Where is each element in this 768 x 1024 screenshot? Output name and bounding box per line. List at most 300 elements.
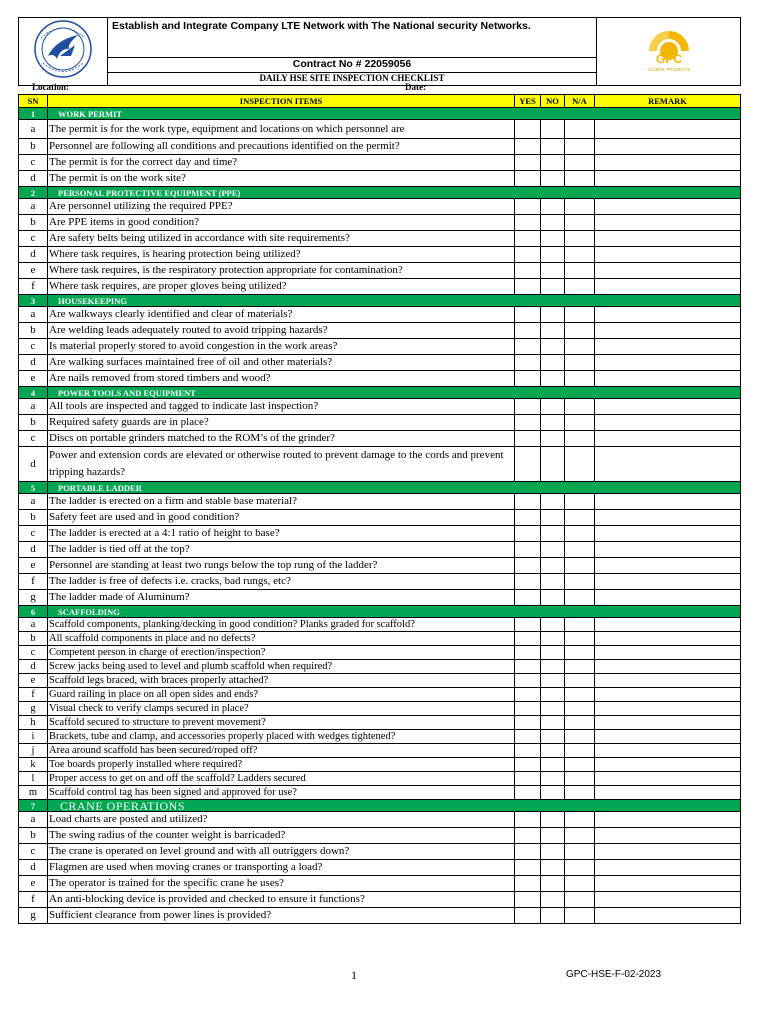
remark-cell[interactable] (595, 674, 741, 688)
item-letter: h (19, 716, 48, 730)
item-letter: d (19, 171, 48, 187)
table-row (19, 355, 741, 371)
remark-cell[interactable] (595, 744, 741, 758)
remark-cell[interactable] (595, 646, 741, 660)
no-cell[interactable] (541, 574, 565, 590)
yes-cell[interactable] (515, 688, 541, 702)
na-cell[interactable] (565, 431, 595, 447)
yes-cell[interactable] (515, 139, 541, 155)
yes-cell[interactable] (515, 908, 541, 924)
section-number: 4 (19, 387, 48, 399)
yes-cell[interactable] (515, 120, 541, 139)
yes-cell[interactable] (515, 231, 541, 247)
inspection-item-text: Scaffold secured to structure to prevent movement? (48, 716, 515, 730)
na-cell[interactable] (565, 574, 595, 590)
yes-cell[interactable] (515, 399, 541, 415)
inspection-item-text: All tools are inspected and tagged to indicate last inspection? (48, 399, 515, 415)
item-letter: c (19, 646, 48, 660)
section-title: SCAFFOLDING (48, 606, 741, 618)
table-row (19, 155, 741, 171)
section-number: 3 (19, 295, 48, 307)
yes-cell[interactable] (515, 263, 541, 279)
item-letter: c (19, 155, 48, 171)
no-cell[interactable] (541, 674, 565, 688)
remark-cell[interactable] (595, 632, 741, 646)
na-cell[interactable] (565, 844, 595, 860)
na-cell[interactable] (565, 355, 595, 371)
remark-cell[interactable] (595, 812, 741, 828)
section-number: 5 (19, 482, 48, 494)
table-row (19, 892, 741, 908)
remark-cell[interactable] (595, 716, 741, 730)
inspection-item-text: The ladder is erected on a firm and stable base material? (48, 494, 515, 510)
remark-cell[interactable] (595, 171, 741, 187)
inspection-item-text: Discs on portable grinders matched to the ROM’s of the grinder? (48, 431, 515, 447)
table-row (19, 171, 741, 187)
section-row (19, 108, 741, 120)
col-remark: REMARK (595, 95, 741, 108)
section-number: 2 (19, 187, 48, 199)
inspection-item-text: Visual check to verify clamps secured in place? (48, 702, 515, 716)
item-letter: b (19, 510, 48, 526)
item-letter: i (19, 730, 48, 744)
section-number: 1 (19, 108, 48, 120)
section-row (19, 800, 741, 812)
yes-cell[interactable] (515, 828, 541, 844)
no-cell[interactable] (541, 526, 565, 542)
no-cell[interactable] (541, 307, 565, 323)
yes-cell[interactable] (515, 590, 541, 606)
inspection-item-text: The swing radius of the counter weight is barricaded? (48, 828, 515, 844)
inspection-item-text: The permit is on the work site? (48, 171, 515, 187)
item-letter: c (19, 431, 48, 447)
inspection-item-text: Are PPE items in good condition? (48, 215, 515, 231)
inspection-item-text: Scaffold components, planking/decking in good condition? Planks graded for scaffold? (48, 618, 515, 632)
no-cell[interactable] (541, 730, 565, 744)
na-cell[interactable] (565, 632, 595, 646)
remark-cell[interactable] (595, 339, 741, 355)
na-cell[interactable] (565, 199, 595, 215)
yes-cell[interactable] (515, 494, 541, 510)
yes-cell[interactable] (515, 558, 541, 574)
na-cell[interactable] (565, 371, 595, 387)
inspection-item-text: Guard railing in place on all open sides and ends? (48, 688, 515, 702)
no-cell[interactable] (541, 355, 565, 371)
no-cell[interactable] (541, 231, 565, 247)
svg-text:GPC: GPC (655, 52, 682, 66)
no-cell[interactable] (541, 339, 565, 355)
table-row (19, 660, 741, 674)
remark-cell[interactable] (595, 688, 741, 702)
item-letter: f (19, 574, 48, 590)
no-cell[interactable] (541, 892, 565, 908)
table-row (19, 828, 741, 844)
na-cell[interactable] (565, 231, 595, 247)
yes-cell[interactable] (515, 730, 541, 744)
inspection-item-text: Are nails removed from stored timbers and wood? (48, 371, 515, 387)
inspection-item-text: The ladder made of Aluminum? (48, 590, 515, 606)
no-cell[interactable] (541, 702, 565, 716)
item-letter: a (19, 120, 48, 139)
no-cell[interactable] (541, 812, 565, 828)
yes-cell[interactable] (515, 758, 541, 772)
item-letter: c (19, 231, 48, 247)
table-row (19, 542, 741, 558)
no-cell[interactable] (541, 431, 565, 447)
na-cell[interactable] (565, 828, 595, 844)
remark-cell[interactable] (595, 526, 741, 542)
no-cell[interactable] (541, 558, 565, 574)
table-row (19, 431, 741, 447)
yes-cell[interactable] (515, 632, 541, 646)
na-cell[interactable] (565, 730, 595, 744)
yes-cell[interactable] (515, 618, 541, 632)
document-code: GPC-HSE-F-02-2023 (566, 969, 662, 980)
no-cell[interactable] (541, 510, 565, 526)
remark-cell[interactable] (595, 279, 741, 295)
remark-cell[interactable] (595, 415, 741, 431)
table-row (19, 674, 741, 688)
yes-cell[interactable] (515, 171, 541, 187)
remark-cell[interactable] (595, 447, 741, 482)
item-letter: c (19, 339, 48, 355)
no-cell[interactable] (541, 279, 565, 295)
table-row (19, 844, 741, 860)
na-cell[interactable] (565, 660, 595, 674)
inspection-item-text: Where task requires, is the respiratory protection appropriate for contamination? (48, 263, 515, 279)
item-letter: g (19, 590, 48, 606)
no-cell[interactable] (541, 716, 565, 730)
na-cell[interactable] (565, 758, 595, 772)
remark-cell[interactable] (595, 155, 741, 171)
table-row (19, 702, 741, 716)
remark-cell[interactable] (595, 772, 741, 786)
no-cell[interactable] (541, 844, 565, 860)
table-row (19, 590, 741, 606)
yes-cell[interactable] (515, 307, 541, 323)
na-cell[interactable] (565, 247, 595, 263)
no-cell[interactable] (541, 786, 565, 800)
no-cell[interactable] (541, 618, 565, 632)
na-cell[interactable] (565, 542, 595, 558)
section-title: CRANE OPERATIONS (48, 800, 741, 812)
item-letter: l (19, 772, 48, 786)
remark-cell[interactable] (595, 510, 741, 526)
na-cell[interactable] (565, 139, 595, 155)
yes-cell[interactable] (515, 526, 541, 542)
section-row (19, 606, 741, 618)
remark-cell[interactable] (595, 758, 741, 772)
na-cell[interactable] (565, 786, 595, 800)
yes-cell[interactable] (515, 355, 541, 371)
na-cell[interactable] (565, 155, 595, 171)
na-cell[interactable] (565, 590, 595, 606)
item-letter: f (19, 892, 48, 908)
na-cell[interactable] (565, 674, 595, 688)
remark-cell[interactable] (595, 574, 741, 590)
na-cell[interactable] (565, 892, 595, 908)
yes-cell[interactable] (515, 323, 541, 339)
no-cell[interactable] (541, 772, 565, 786)
no-cell[interactable] (541, 371, 565, 387)
yes-cell[interactable] (515, 772, 541, 786)
column-header-row (19, 95, 741, 108)
na-cell[interactable] (565, 860, 595, 876)
table-row (19, 510, 741, 526)
yes-cell[interactable] (515, 510, 541, 526)
na-cell[interactable] (565, 646, 595, 660)
table-row (19, 758, 741, 772)
remark-cell[interactable] (595, 355, 741, 371)
yes-cell[interactable] (515, 844, 541, 860)
na-cell[interactable] (565, 702, 595, 716)
svg-text:GLOBAL PROJECTS: GLOBAL PROJECTS (646, 67, 691, 72)
yes-cell[interactable] (515, 199, 541, 215)
yes-cell[interactable] (515, 542, 541, 558)
item-letter: a (19, 494, 48, 510)
item-letter: e (19, 371, 48, 387)
item-letter: b (19, 415, 48, 431)
na-cell[interactable] (565, 447, 595, 482)
remark-cell[interactable] (595, 494, 741, 510)
inspection-item-text: The ladder is tied off at the top? (48, 542, 515, 558)
remark-cell[interactable] (595, 844, 741, 860)
col-no: NO (541, 95, 565, 108)
remark-cell[interactable] (595, 892, 741, 908)
remark-cell[interactable] (595, 730, 741, 744)
remark-cell[interactable] (595, 247, 741, 263)
no-cell[interactable] (541, 263, 565, 279)
remark-cell[interactable] (595, 542, 741, 558)
table-row (19, 618, 741, 632)
inspection-item-text: Where task requires, are proper gloves being utilized? (48, 279, 515, 295)
section-row (19, 295, 741, 307)
yes-cell[interactable] (515, 860, 541, 876)
remark-cell[interactable] (595, 431, 741, 447)
no-cell[interactable] (541, 590, 565, 606)
table-row (19, 772, 741, 786)
item-letter: a (19, 399, 48, 415)
no-cell[interactable] (541, 171, 565, 187)
na-cell[interactable] (565, 339, 595, 355)
no-cell[interactable] (541, 199, 565, 215)
koc-logo-icon (31, 18, 95, 80)
remark-cell[interactable] (595, 828, 741, 844)
inspection-item-text: Power and extension cords are elevated or otherwise routed to prevent damage to the cords and prevent tripping hazards? (48, 447, 515, 482)
yes-cell[interactable] (515, 646, 541, 660)
yes-cell[interactable] (515, 155, 541, 171)
na-cell[interactable] (565, 171, 595, 187)
remark-cell[interactable] (595, 786, 741, 800)
yes-cell[interactable] (515, 431, 541, 447)
inspection-item-text: Brackets, tube and clamp, and accessories properly placed with wedges tightened? (48, 730, 515, 744)
inspection-table (18, 94, 741, 924)
yes-cell[interactable] (515, 702, 541, 716)
remark-cell[interactable] (595, 307, 741, 323)
inspection-item-text: Screw jacks being used to level and plumb scaffold when required? (48, 660, 515, 674)
contract-number: Contract No # 22059056 (108, 57, 597, 72)
remark-cell[interactable] (595, 371, 741, 387)
na-cell[interactable] (565, 279, 595, 295)
na-cell[interactable] (565, 812, 595, 828)
section-title: HOUSEKEEPING (48, 295, 741, 307)
no-cell[interactable] (541, 660, 565, 674)
no-cell[interactable] (541, 399, 565, 415)
na-cell[interactable] (565, 876, 595, 892)
table-row (19, 139, 741, 155)
yes-cell[interactable] (515, 574, 541, 590)
no-cell[interactable] (541, 120, 565, 139)
table-row (19, 730, 741, 744)
na-cell[interactable] (565, 618, 595, 632)
yes-cell[interactable] (515, 892, 541, 908)
na-cell[interactable] (565, 688, 595, 702)
section-row (19, 482, 741, 494)
item-letter: a (19, 812, 48, 828)
no-cell[interactable] (541, 323, 565, 339)
table-row (19, 323, 741, 339)
item-letter: d (19, 247, 48, 263)
remark-cell[interactable] (595, 199, 741, 215)
inspection-item-text: Where task requires, is hearing protection being utilized? (48, 247, 515, 263)
no-cell[interactable] (541, 447, 565, 482)
yes-cell[interactable] (515, 415, 541, 431)
na-cell[interactable] (565, 120, 595, 139)
na-cell[interactable] (565, 323, 595, 339)
table-row (19, 231, 741, 247)
yes-cell[interactable] (515, 247, 541, 263)
no-cell[interactable] (541, 215, 565, 231)
yes-cell[interactable] (515, 812, 541, 828)
remark-cell[interactable] (595, 120, 741, 139)
inspection-item-text: Flagmen are used when moving cranes or transporting a load? (48, 860, 515, 876)
inspection-item-text: Toe boards properly installed where required? (48, 758, 515, 772)
na-cell[interactable] (565, 307, 595, 323)
remark-cell[interactable] (595, 215, 741, 231)
inspection-item-text: Is material properly stored to avoid congestion in the work areas? (48, 339, 515, 355)
no-cell[interactable] (541, 744, 565, 758)
yes-cell[interactable] (515, 215, 541, 231)
no-cell[interactable] (541, 828, 565, 844)
remark-cell[interactable] (595, 908, 741, 924)
item-letter: g (19, 908, 48, 924)
checklist-title: DAILY HSE SITE INSPECTION CHECKLIST (108, 72, 597, 85)
table-row (19, 415, 741, 431)
yes-cell[interactable] (515, 876, 541, 892)
date-label: Date: (405, 82, 426, 92)
inspection-item-text: Required safety guards are in place? (48, 415, 515, 431)
na-cell[interactable] (565, 510, 595, 526)
location-label: Location: (32, 82, 69, 92)
na-cell[interactable] (565, 263, 595, 279)
no-cell[interactable] (541, 155, 565, 171)
remark-cell[interactable] (595, 860, 741, 876)
yes-cell[interactable] (515, 674, 541, 688)
no-cell[interactable] (541, 860, 565, 876)
table-row (19, 876, 741, 892)
remark-cell[interactable] (595, 231, 741, 247)
yes-cell[interactable] (515, 786, 541, 800)
na-cell[interactable] (565, 494, 595, 510)
item-letter: j (19, 744, 48, 758)
table-row (19, 526, 741, 542)
remark-cell[interactable] (595, 590, 741, 606)
na-cell[interactable] (565, 558, 595, 574)
no-cell[interactable] (541, 494, 565, 510)
col-yes: YES (515, 95, 541, 108)
inspection-item-text: The permit is for the work type, equipment and locations on which personnel are (48, 120, 515, 139)
col-na: N/A (565, 95, 595, 108)
table-row (19, 786, 741, 800)
yes-cell[interactable] (515, 716, 541, 730)
table-row (19, 860, 741, 876)
remark-cell[interactable] (595, 618, 741, 632)
no-cell[interactable] (541, 632, 565, 646)
na-cell[interactable] (565, 772, 595, 786)
table-row (19, 447, 741, 482)
table-row (19, 215, 741, 231)
table-row (19, 199, 741, 215)
table-row (19, 279, 741, 295)
na-cell[interactable] (565, 399, 595, 415)
na-cell[interactable] (565, 215, 595, 231)
remark-cell[interactable] (595, 660, 741, 674)
na-cell[interactable] (565, 526, 595, 542)
item-letter: d (19, 660, 48, 674)
remark-cell[interactable] (595, 702, 741, 716)
na-cell[interactable] (565, 744, 595, 758)
no-cell[interactable] (541, 688, 565, 702)
yes-cell[interactable] (515, 447, 541, 482)
remark-cell[interactable] (595, 139, 741, 155)
na-cell[interactable] (565, 716, 595, 730)
yes-cell[interactable] (515, 744, 541, 758)
item-letter: f (19, 279, 48, 295)
no-cell[interactable] (541, 542, 565, 558)
document-header (18, 17, 741, 86)
no-cell[interactable] (541, 646, 565, 660)
remark-cell[interactable] (595, 263, 741, 279)
project-title: Establish and Integrate Company LTE Network with The National security Networks. (108, 18, 597, 58)
yes-cell[interactable] (515, 339, 541, 355)
inspection-item-text: Proper access to get on and off the scaffold? Ladders secured (48, 772, 515, 786)
inspection-item-text: The permit is for the correct day and time? (48, 155, 515, 171)
item-letter: a (19, 618, 48, 632)
na-cell[interactable] (565, 415, 595, 431)
yes-cell[interactable] (515, 279, 541, 295)
table-row (19, 247, 741, 263)
inspection-item-text: Scaffold legs braced, with braces properly attached? (48, 674, 515, 688)
no-cell[interactable] (541, 908, 565, 924)
yes-cell[interactable] (515, 371, 541, 387)
na-cell[interactable] (565, 908, 595, 924)
table-row (19, 263, 741, 279)
no-cell[interactable] (541, 139, 565, 155)
table-row (19, 574, 741, 590)
no-cell[interactable] (541, 758, 565, 772)
no-cell[interactable] (541, 876, 565, 892)
section-row (19, 387, 741, 399)
remark-cell[interactable] (595, 399, 741, 415)
remark-cell[interactable] (595, 323, 741, 339)
section-title: PERSONAL PROTECTIVE EQUIPMENT (PPE) (48, 187, 741, 199)
remark-cell[interactable] (595, 558, 741, 574)
item-letter: m (19, 786, 48, 800)
no-cell[interactable] (541, 415, 565, 431)
no-cell[interactable] (541, 247, 565, 263)
yes-cell[interactable] (515, 660, 541, 674)
remark-cell[interactable] (595, 876, 741, 892)
